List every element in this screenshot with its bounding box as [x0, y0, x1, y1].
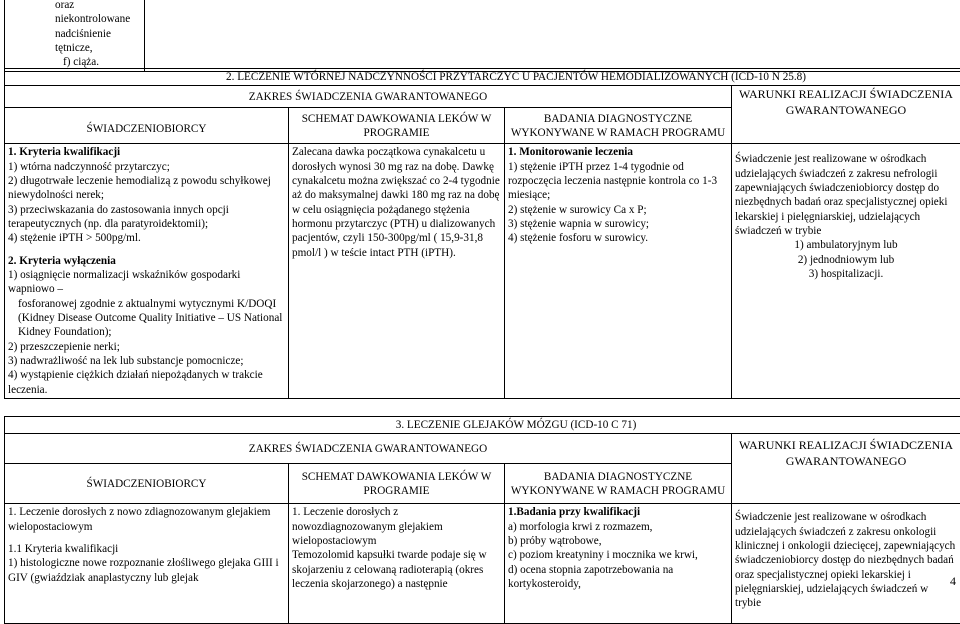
section2-title: [5, 69, 960, 86]
section2-col3-head-text: BADANIA DIAGNOSTYCZNE WYKONYWANE W RAMACH PROGRAMU: [511, 113, 725, 139]
top-fragment-table: [4, 0, 960, 72]
section2-table: [4, 68, 960, 399]
section3-col1-head-text: ŚWIADCZENIOBIORCY: [87, 478, 207, 490]
top-fragment-cell: [5, 0, 145, 71]
s2-crit-out-3: 3) nadwrażliwość na lek lub substancje pomocnicze;: [8, 354, 285, 368]
s3-col3-title: 1.Badania przy kwalifikacji: [508, 505, 728, 519]
s2-crit-out-title: 2. Kryteria wyłączenia: [8, 254, 285, 268]
s2-conditions-2: 2) jednodniowym lub: [735, 253, 957, 267]
section2-col1-head-text: ŚWIADCZENIOBIORCY: [87, 123, 207, 135]
s3-col2-title: 1. Leczenie dorosłych z nowozdiagnozowanym glejakiem wielopostaciowym: [292, 505, 501, 548]
s2-conditions-3: 3) hospitalizacji.: [735, 267, 957, 281]
s3-col3-1: a) morfologia krwi z rozmazem,: [508, 520, 728, 534]
s2-monitoring-3: 3) stężenie wapnia w surowicy;: [508, 217, 728, 231]
section2-col3-body: [505, 144, 732, 399]
section2-col3-head: [505, 108, 732, 144]
s2-monitoring-2: 2) stężenie w surowicy Ca x P;: [508, 203, 728, 217]
section3-col2-head: [289, 464, 505, 504]
s2-monitoring-title: 1. Monitorowanie leczenia: [508, 145, 728, 159]
section3-col3-head: [505, 464, 732, 504]
section3-col2-body: [289, 504, 505, 624]
s2-monitoring-1: 1) stężenie iPTH przez 1-4 tygodnie od rozpoczęcia leczenia następnie kontrola co 1-3 miesiące;: [508, 160, 728, 203]
s3-col2-text: Temozolomid kapsułki twarde podaje się w skojarzeniu z celowaną radioterapią (okres leczenia skojarzonego) a następnie: [292, 548, 501, 591]
section2-col1-body: [5, 144, 289, 399]
section3-col4-head: [732, 434, 960, 504]
section2-col2-head: [289, 108, 505, 144]
s2-crit-in-title: 1. Kryteria kwalifikacji: [8, 145, 285, 159]
section2-col2-head-text: SCHEMAT DAWKOWANIA LEKÓW W PROGRAMIE: [302, 113, 492, 139]
s2-crit-out-1b: fosforanowej zgodnie z aktualnymi wytycznymi K/DOQI (Kidney Disease Outcome Quality Initiative – US National Kidney Foundation);: [8, 297, 285, 340]
s3-col3-2: b) próby wątrobowe,: [508, 534, 728, 548]
s3-conditions-text: Świadczenie jest realizowane w ośrodkach udzielających świadczeń z zakresu onkologii klinicznej i onkologii dziecięcej, zapewniających świadczeniobiorcy dostęp do niezbędnych badań oraz specjalistycznej opieki lekarskiej i pielęgniarskiej, udzielających świadczeń w trybie: [735, 511, 955, 609]
s2-dosing-text: Zalecana dawka początkowa cynakalcetu u dorosłych wynosi 30 mg raz na dobę. Dawkę cynakalcetu można zwiększać co 2-4 tygodnie aż do maksymalnej dawki 180 mg raz na dobę w celu osiągnięcia pożądanego stężenia hormonu przytarczyc (PTH) u dializowanych pacjentów, czyli 150-300pg/ml ( 15,9-31,8 pmol/l ) w teście intact PTH (iPTH).: [292, 146, 500, 258]
top-fragment-line2: f) ciąża.: [63, 55, 141, 69]
section3-title-text: 3. LECZENIE GLEJAKÓW MÓZGU (ICD-10 C 71): [396, 419, 637, 431]
s2-monitoring-4: 4) stężenie fosforu w surowicy.: [508, 231, 728, 245]
s2-conditions-text: Świadczenie jest realizowane w ośrodkach udzielających świadczeń z zakresu nefrologii zapewniających świadczeniobiorcy dostęp do niezbędnych badań oraz specjalistycznej opieki lekarskiej i pielęgniarskiej, udzielających świadczeń w trybie: [735, 152, 957, 238]
s2-crit-in-1: 1) wtórna nadczynność przytarczyc;: [8, 160, 285, 174]
section3-col4-body: [732, 504, 960, 624]
section3-zakres: ZAKRES ŚWIADCZENIA GWARANTOWANEGO: [249, 443, 487, 455]
section3-col1-body: [5, 504, 289, 624]
section2-col4-head-text: WARUNKI REALIZACJI ŚWIADCZENIA GWARANTOWANEGO: [739, 87, 953, 116]
s2-crit-in-4: 4) stężenie iPTH > 500pg/ml.: [8, 231, 285, 245]
s3-col3-4: d) ocena stopnia zapotrzebowania na kortykosteroidy,: [508, 563, 728, 592]
s3-col1-line1: 1. Leczenie dorosłych z nowo zdiagnozowanym glejakiem wielopostaciowym: [8, 505, 285, 534]
section3-col3-head-text: BADANIA DIAGNOSTYCZNE WYKONYWANE W RAMACH PROGRAMU: [511, 471, 725, 497]
s2-crit-out-2: 2) przeszczepienie nerki;: [8, 340, 285, 354]
s2-crit-in-2: 2) długotrwałe leczenie hemodializą z powodu schyłkowej niewydolności nerek;: [8, 174, 285, 203]
top-fragment-empty: [145, 0, 960, 71]
section2-zakres: ZAKRES ŚWIADCZENIA GWARANTOWANEGO: [249, 91, 487, 103]
s2-crit-out-4: 4) wystąpienie ciężkich działań niepożądanych w trakcie leczenia.: [8, 368, 285, 397]
s2-crit-out-1a: 1) osiągnięcie normalizacji wskaźników gospodarki wapniowo –: [8, 268, 285, 297]
s3-col1-line2: 1.1 Kryteria kwalifikacji: [8, 542, 285, 556]
section3-zakres-cell: [5, 434, 732, 464]
section2-title-text: 2. LECZENIE WTÓRNEJ NADCZYNNOŚCI PRZYTARCZYC U PACJENTÓW HEMODIALIZOWANYCH (ICD-10 N 25.8): [226, 71, 806, 83]
section2-col1-head: [5, 108, 289, 144]
section3-col4-head-text: WARUNKI REALIZACJI ŚWIADCZENIA GWARANTOWANEGO: [739, 438, 953, 467]
page-number: 4: [950, 574, 956, 589]
section2-col2-body: [289, 144, 505, 399]
s2-crit-in-3: 3) przeciwskazania do zastosowania innych opcji terapeutycznych (np. dla paratyroidektomii);: [8, 203, 285, 232]
s2-conditions-1: 1) ambulatoryjnym lub: [735, 238, 957, 252]
section3-col1-head: [5, 464, 289, 504]
section2-col4-body: [732, 144, 960, 399]
section3-table: [4, 416, 960, 624]
section3-col2-head-text: SCHEMAT DAWKOWANIA LEKÓW W PROGRAMIE: [302, 471, 492, 497]
section3-title: [5, 417, 960, 434]
s3-col1-line3: 1) histologiczne nowe rozpoznanie złośliwego glejaka GIII i GIV (gwiaździak anaplastyczny lub glejak: [8, 556, 285, 585]
section3-col3-body: [505, 504, 732, 624]
s3-col3-3: c) poziom kreatyniny i mocznika we krwi,: [508, 548, 728, 562]
section2-col4-head: [732, 86, 960, 144]
top-fragment-line1: oraz niekontrolowane nadciśnienie tętnicze,: [55, 0, 141, 55]
section2-zakres-cell: [5, 86, 732, 108]
